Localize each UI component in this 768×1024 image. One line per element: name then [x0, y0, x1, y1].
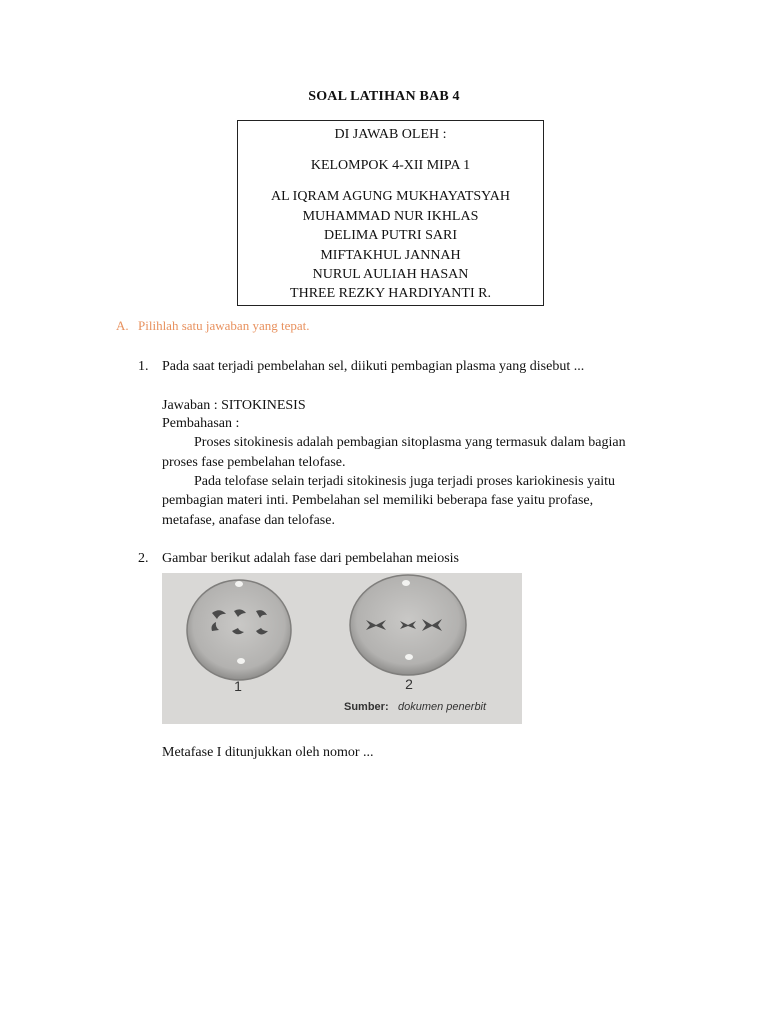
discussion-label: Pembahasan :: [162, 416, 240, 431]
section-instruction: Pilihlah satu jawaban yang tepat.: [138, 318, 310, 333]
meiosis-figure: [162, 573, 522, 724]
figure-label-1: 1: [234, 678, 242, 694]
question-text: Gambar berikut adalah fase dari pembelahan meiosis: [162, 551, 459, 566]
member-name: MUHAMMAD NUR IKHLAS: [302, 209, 479, 224]
discussion-line: Proses sitokinesis adalah pembagian sitoplasma yang termasuk dalam bagian: [194, 435, 626, 450]
meiosis-illustration: [162, 573, 522, 724]
member-name: AL IQRAM AGUNG MUKHAYATSYAH: [271, 189, 510, 204]
document-title: SOAL LATIHAN BAB 4: [308, 89, 460, 104]
cell-2: [350, 575, 466, 675]
cell-1: [187, 580, 291, 680]
member-name: THREE REZKY HARDIYANTI R.: [290, 286, 491, 301]
discussion-line: proses fase pembelahan telofase.: [162, 455, 346, 470]
group-label: KELOMPOK 4-XII MIPA 1: [310, 158, 471, 173]
question-followup: Metafase I ditunjukkan oleh nomor ...: [162, 745, 374, 760]
member-name: NURUL AULIAH HASAN: [312, 267, 469, 282]
figure-source-label: Sumber:: [344, 701, 389, 713]
figure-label-2: 2: [405, 676, 413, 692]
answer-text: Jawaban : SITOKINESIS: [162, 398, 306, 413]
question-number: 1.: [138, 359, 149, 374]
answered-by-label: DI JAWAB OLEH :: [334, 127, 447, 142]
figure-source-value: dokumen penerbit: [398, 701, 487, 713]
section-heading: [116, 318, 309, 334]
section-marker: A.: [116, 318, 129, 333]
discussion-line: metafase, anafase dan telofase.: [162, 513, 335, 528]
member-name: MIFTAKHUL JANNAH: [320, 248, 461, 263]
discussion-line: Pada telofase selain terjadi sitokinesis juga terjadi proses kariokinesis yaitu: [194, 474, 616, 489]
question-number: 2.: [138, 551, 149, 566]
discussion-line: pembagian materi inti. Pembelahan sel memiliki beberapa fase yaitu profase,: [162, 493, 594, 508]
question-text: Pada saat terjadi pembelahan sel, diikuti pembagian plasma yang disebut ...: [162, 359, 585, 374]
header-box: [237, 120, 544, 306]
member-name: DELIMA PUTRI SARI: [323, 228, 457, 243]
